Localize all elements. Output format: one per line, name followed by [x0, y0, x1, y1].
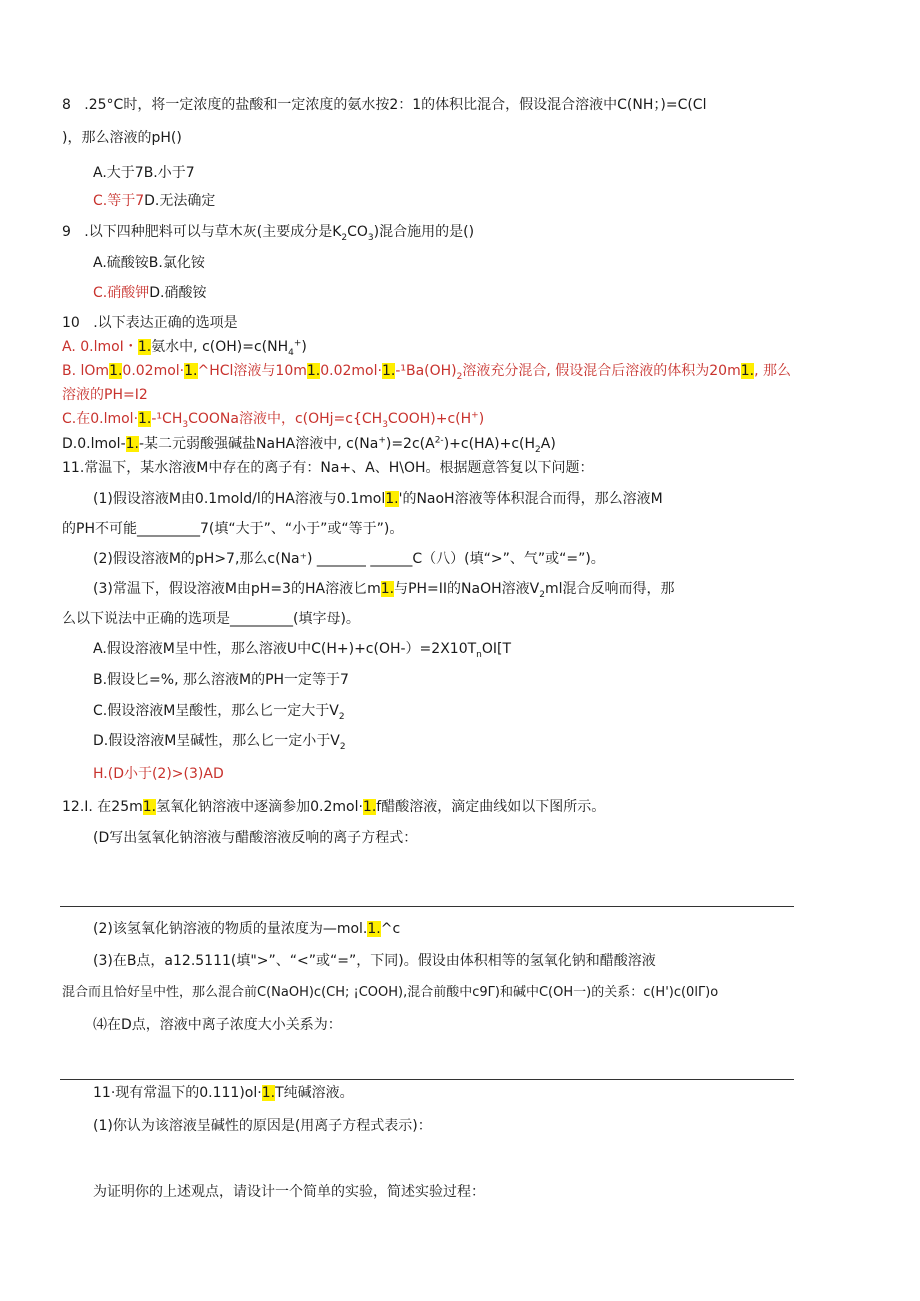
highlight-mark: 1.	[184, 363, 198, 379]
q12-stem-b: 氢氧化钠溶液中逐滴参加0.2mol·	[156, 799, 363, 815]
q10-b-sub: 2	[456, 371, 463, 382]
q12-part1: (D写出氢氧化钠溶液与醋酸溶液反响的离子方程式：	[93, 830, 418, 846]
q10-b-seg: -¹Ba(OH)	[395, 363, 457, 379]
q10-c-sub: 3	[182, 419, 189, 430]
q12-part4: ⑷在D点，溶液中离子浓度大小关系为：	[93, 1017, 342, 1033]
q10-d-sup: 2-	[434, 435, 444, 446]
q13-stem-a: 11·现有常温下的0.111)ol·	[93, 1085, 262, 1101]
q10-c-seg: )	[478, 411, 485, 427]
q10-d-seg: -某二元弱酸强碱盐NaHA溶液中, c(Na	[138, 436, 379, 452]
q10-c-seg: COONa溶液中，c(OHj=c{CH	[188, 411, 383, 427]
q10-a-end: )	[301, 339, 307, 355]
q9-option-c-answer: C.硝酸钾	[93, 285, 150, 301]
q8-stem-text: .25°C时，将一定浓度的盐酸和一定浓度的氨水按2：1的体积比混合，假设混合溶液中C(NH；)=C(Cl	[84, 97, 707, 113]
highlight-mark: 1.	[142, 799, 157, 815]
q12-stem-a: 12.I. 在25m	[62, 799, 143, 815]
q9-option-d: D.硝酸铵	[149, 285, 207, 301]
q11-p3-c: ml混合反响而得，那	[544, 581, 675, 597]
q9-sub: 3	[367, 232, 374, 243]
q11-part3-line2: 么以下说法中正确的选项是_________(填字母)。	[62, 611, 360, 627]
highlight-mark: 1.	[138, 411, 152, 427]
q11-p1-b: '的NaoH溶液等体积混合而得，那么溶液M	[398, 491, 663, 507]
q9-stem-b: CO	[347, 224, 368, 240]
q11-part1	[93, 489, 663, 509]
q11-opt-d-text: D.假设溶液M呈碱性，那么匕一定小于V	[93, 733, 340, 749]
q10-c-seg: -¹CH	[151, 411, 183, 427]
q10-option-a	[62, 337, 307, 357]
highlight-mark: 1.	[306, 363, 321, 379]
q10-b-seg: B. lOm	[62, 363, 110, 379]
highlight-mark: 1.	[109, 363, 123, 379]
q11-p3-b: 与PH=II的NaOH溶液V	[394, 581, 540, 597]
q12-p2-b: ^c	[380, 921, 401, 937]
q9-options-cd	[93, 283, 206, 303]
q9-stem-a: .以下四种肥料可以与草木灰(主要成分是K	[84, 224, 342, 240]
q13-part2: 为证明你的上述观点，请设计一个简单的实验，简述实验过程：	[93, 1184, 485, 1200]
q12-stem	[62, 797, 605, 817]
q9-options-ab: A.硫酸铵B.氯化铵	[93, 255, 205, 271]
q11-p3-sub: 2	[539, 589, 545, 600]
q11-opt-d-sub: 2	[339, 741, 346, 752]
q10-c-seg: C.在0.lmol·	[62, 411, 139, 427]
q8-stem-line2: )，那么溶液的pH()	[62, 130, 182, 146]
q8-options-ab: A.大于7B.小于7	[93, 165, 195, 181]
q11-part3	[93, 579, 674, 599]
highlight-mark: 1.	[137, 339, 152, 355]
q10-c-sup: +	[471, 410, 479, 421]
q11-option-a	[93, 639, 511, 659]
q10-d-seg: )+c(HA)+c(H	[443, 436, 536, 452]
q11-p1-a: (1)假设溶液M由0.1mold/l的HA溶液与0.1mol	[93, 491, 386, 507]
highlight-mark: 1.	[381, 363, 396, 379]
q9-number: 9	[62, 224, 71, 240]
q10-c-sub: 3	[382, 419, 388, 430]
answer-line	[60, 906, 794, 907]
q8-number: 8	[62, 97, 71, 113]
highlight-mark: 1.	[261, 1085, 276, 1101]
q12-part3-line2: 混合而且恰好呈中性，那么混合前C(NaOH)c(CH; ¡COOH),混合前酸中c9Γ)和碱中C(OH一)的关系：c(H')c(0lΓ)o	[62, 985, 719, 1000]
q11-part1-line2: 的PH不可能_________7(填“大于”、“小于”或“等于”)。	[62, 521, 404, 537]
q10-d-sup: +	[378, 435, 386, 446]
q12-stem-c: f醋酸溶液，滴定曲线如以下图所示。	[376, 799, 606, 815]
q10-b-seg: ^HCl溶液与10m	[197, 363, 307, 379]
q13-stem-b: T纯碱溶液。	[275, 1085, 354, 1101]
q10-c-seg: COOH)+c(H	[387, 411, 472, 427]
q10-d-sub: 2	[535, 444, 541, 455]
q11-opt-a-end: OI[T	[481, 641, 512, 657]
q10-option-c	[62, 409, 484, 429]
q12-p2-a: (2)该氢氧化钠溶液的物质的量浓度为—mol.	[93, 921, 368, 937]
q9-sub: 2	[341, 232, 348, 243]
q11-p3-a: (3)常温下，假设溶液M由pH=3的HA溶液匕m	[93, 581, 381, 597]
q10-d-seg: A)	[540, 436, 556, 452]
q11-answer: H.(D小于(2)>(3)AD	[93, 766, 224, 782]
highlight-mark: 1.	[740, 363, 755, 379]
q9-stem	[62, 222, 474, 242]
q10-b-seg: 0.02mol·	[122, 363, 185, 379]
q8-option-d: D.无法确定	[144, 193, 216, 209]
q10-stem	[62, 313, 238, 333]
q11-option-d	[93, 731, 346, 751]
q10-option-d	[62, 434, 556, 454]
q11-opt-a-text: A.假设溶液M呈中性，那么溶液U中C(H+)+c(OH-）=2X10T	[93, 641, 477, 657]
q10-option-b-line2: 溶液的PH=I2	[62, 387, 148, 403]
highlight-mark: 1.	[385, 491, 399, 507]
q10-stem-text: .以下表达正确的选项是	[93, 315, 238, 331]
q12-part3: (3)在B点，a12.5111(填">”、“<”或“=”，下同)。假设由体积相等的氢氧化钠和醋酸溶液	[93, 953, 656, 969]
q10-a-pre: A. 0.lmoI・	[62, 339, 138, 355]
q11-option-b: B.假设匕=%, 那么溶液M的PH一定等于7	[93, 672, 349, 688]
q10-b-seg: , 那么	[754, 363, 791, 379]
q10-a-post: 氨水中, c(OH)=c(NH	[151, 339, 289, 355]
q8-option-c-answer: C.等于7	[93, 193, 145, 209]
q10-option-b	[62, 361, 791, 381]
q10-a-sub: 4	[288, 347, 294, 358]
highlight-mark: 1.	[362, 799, 377, 815]
highlight-mark: 1.	[367, 921, 381, 937]
q10-d-seg: D.0.lmol-	[62, 436, 126, 452]
answer-line	[60, 1079, 794, 1080]
q11-opt-a-sub: n	[476, 649, 482, 660]
q8-options-cd	[93, 191, 215, 211]
q8-stem	[62, 95, 706, 115]
q10-a-sup: +	[293, 338, 302, 349]
q11-opt-c-sub: 2	[338, 711, 345, 722]
q11-option-c	[93, 701, 345, 721]
q12-part2	[93, 919, 400, 939]
highlight-mark: 1.	[125, 436, 139, 452]
q10-number: 10	[62, 315, 80, 331]
highlight-mark: 1.	[380, 581, 395, 597]
q11-stem: 11.常温下，某水溶液M中存在的离子有：Na+、A、H\OH。根据题意答复以下问题：	[62, 460, 594, 476]
q10-b-seg: 0.02mol·	[320, 363, 382, 379]
q9-stem-c: )混合施用的是()	[373, 224, 475, 240]
q10-d-seg: )=2c(A	[385, 436, 435, 452]
q11-opt-c-text: C.假设溶液M呈酸性，那么匕一定大于V	[93, 703, 339, 719]
q11-part2: (2)假设溶液M的pH>7,那么c(Na⁺) _______ ______C（八）(填“>”、气”或“=”)。	[93, 551, 605, 567]
q13-part1: (1)你认为该溶液呈碱性的原因是(用离子方程式表示)：	[93, 1118, 432, 1134]
q10-b-seg: 溶液充分混合, 假设混合后溶液的体积为20m	[462, 363, 741, 379]
q13-stem	[93, 1083, 354, 1103]
